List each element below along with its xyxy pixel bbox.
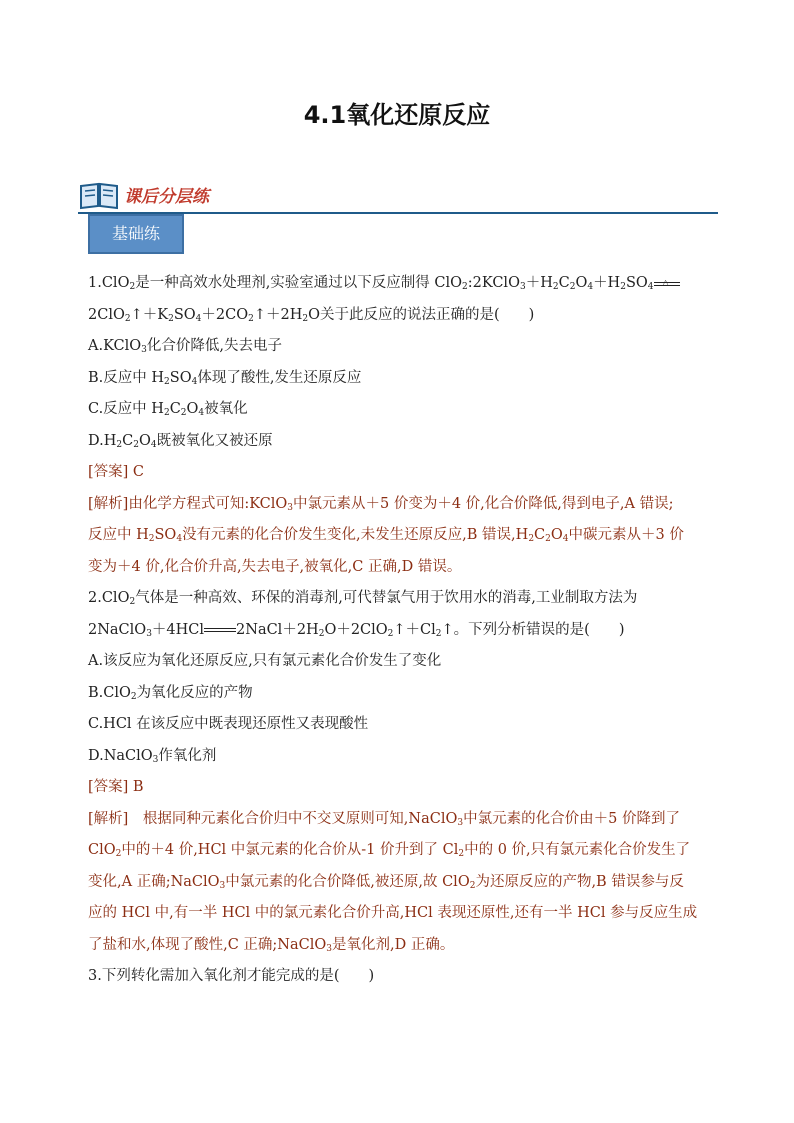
q1-explanation-1: [解析]由化学方程式可知:KClO$_3$中氯元素从＋5 价变为＋4 价,化合价降低,得到电子,A 错误; — [88, 495, 674, 513]
q2-option-a: A.该反应为氧化还原反应,只有氯元素化合价发生了变化 — [88, 653, 442, 669]
q2-explanation-4: 应的 HCl 中,有一半 HCl 中的氯元素化合价升高,HCl 表现还原性,还有一半 HCl 参与反应生成 — [88, 905, 698, 921]
q2-explanation-5: 了盐和水,体现了酸性,C 正确;NaClO$_3$是氧化剂,D 正确。 — [88, 936, 455, 954]
equals-sign — [204, 623, 236, 637]
q1-option-a: A.KClO$_3$化合价降低,失去电子 — [88, 338, 282, 355]
book-icon — [78, 180, 120, 210]
q1-explanation-3: 变为＋4 价,化合价升高,失去电子,被氧化,C 正确,D 错误。 — [88, 558, 462, 575]
q3-stem: 3.下列转化需加入氧化剂才能完成的是( ) — [88, 968, 375, 984]
q2-stem: 2.ClO$_2$气体是一种高效、环保的消毒剂,可代替氯气用于饮用水的消毒,工业制取方法为 — [88, 590, 638, 607]
page-title: 4.1氧化还原反应 — [303, 101, 491, 129]
q2-option-d: D.NaClO$_3$作氧化剂 — [88, 747, 217, 765]
section-title: 课后分层练 — [124, 187, 209, 207]
q2-option-c: C.HCl 在该反应中既表现还原性又表现酸性 — [88, 716, 369, 732]
heat-equals-sign: △ — [654, 276, 680, 290]
q2-explanation-2: ClO$_2$中的＋4 价,HCl 中氯元素的化合价从-1 价升到了 $Cl_2$中的 0 价,只有氯元素化合价发生了 — [88, 842, 691, 859]
q1-answer: [答案] C — [88, 464, 145, 480]
question-content — [88, 268, 728, 993]
q1-explanation-2: 反应中 $H_2SO_4$没有元素的化合价发生变化,未发生还原反应,B 错误$,H_2C_2O_4$中碳元素从＋3 价 — [88, 527, 684, 544]
q2-option-b: B.ClO$_2$为氧化反应的产物 — [88, 684, 253, 702]
q1-option-d: $D.H_2C_2O_4$既被氧化又被还原 — [88, 432, 273, 450]
q1-stem: 1.ClO$_2$是一种高效水处理剂,实验室通过以下反应制得 $ClO_2:2KClO_3+H_2C_2O_4+H_2SO_4$ △ — [88, 268, 728, 300]
q2-explanation-1: [解析] 根据同种元素化合价归中不交叉原则可知,NaClO$_3$中氯元素的化合价由＋5 价降到了 — [88, 810, 680, 828]
q2-answer: [答案] B — [88, 779, 144, 795]
q1-option-c: C.反应中 $H_2C_2O_4$被氧化 — [88, 401, 248, 418]
level-tag: 基础练 — [88, 214, 184, 254]
section-header — [78, 178, 718, 214]
q1-option-b: B.反应中 $H_2SO_4$体现了酸性,发生还原反应 — [88, 369, 362, 387]
q1-equation: $2ClO_2↑+K_2SO_4+2CO_2↑+2H_2O$关于此反应的说法正确的是( ) — [88, 306, 535, 324]
q2-explanation-3: 变化,A 正确;NaClO$_3$中氯元素的化合价降低,被还原,故 ClO$_2$为还原反应的产物,B 错误参与反 — [88, 873, 684, 891]
q2-equation: 2NaClO$_3$＋4HCl $2NaCl+2H_2O+2ClO_2↑+Cl_2↑$。下列分析错误的是( ) — [88, 621, 625, 639]
